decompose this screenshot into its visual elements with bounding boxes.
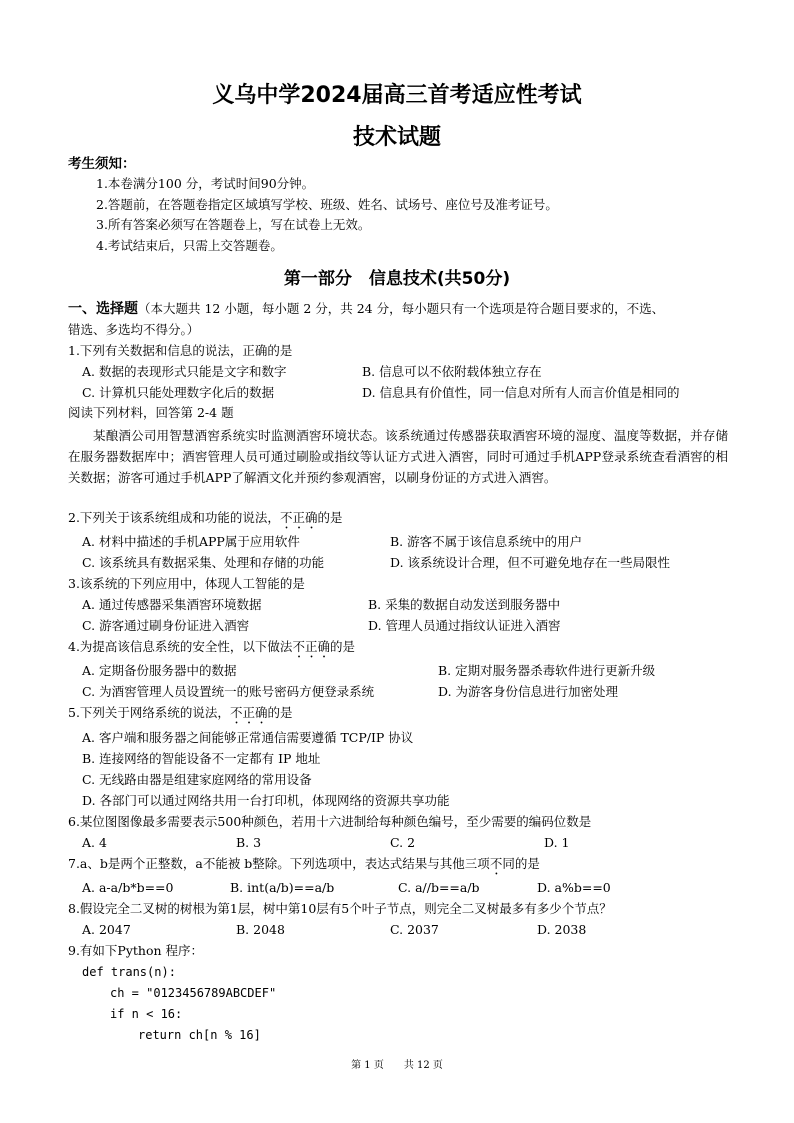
q8-option-a: A. 2047: [82, 922, 131, 937]
q2-stem-pre: 2.下列关于该系统组成和功能的说法，: [68, 510, 280, 525]
page-subtitle: 技术试题: [352, 125, 441, 150]
q4-option-d: D. 为游客身份信息进行加密处理: [438, 684, 619, 699]
q4-option-c: C. 为酒窖管理人员设置统一的账号密码方便登录系统: [82, 684, 375, 699]
q8-option-c: C. 2037: [390, 922, 439, 937]
q2-option-b: B. 游客不属于该信息系统中的用户: [390, 534, 583, 549]
q5-option-d: D. 各部门可以通过网络共用一台打印机，体现网络的资源共享功能: [82, 793, 450, 808]
notice-item: 4.考试结束后，只需上交答题卷。: [96, 238, 283, 253]
q2-option-a: A. 材料中描述的手机APP属于应用软件: [82, 534, 300, 549]
page-title: 义乌中学2024届高三首考适应性考试: [212, 83, 582, 108]
q5-option-b: B. 连接网络的智能设备不一定都有 IP 地址: [82, 751, 321, 766]
section-heading: 一、选择题: [68, 301, 138, 317]
q1-stem: 1.下列有关数据和信息的说法，正确的是: [68, 343, 293, 358]
reading-intro: 阅读下列材料，回答第 2-4 题: [68, 405, 234, 420]
notice-item: 3.所有答案必须写在答题卷上，写在试卷上无效。: [96, 217, 371, 232]
part-heading: 第一部分 信息技术(共50分): [283, 269, 511, 289]
q7-emphasis: 不: [489, 856, 503, 871]
q6-option-a: A. 4: [82, 835, 107, 850]
q5-option-a: A. 客户端和服务器之间能够正常通信需要遵循 TCP/IP 协议: [82, 730, 414, 745]
q6-option-b: B. 3: [236, 835, 262, 850]
q6-option-c: C. 2: [390, 835, 416, 850]
q9-stem: 9.有如下Python 程序：: [68, 943, 204, 958]
code-line: if n < 16:: [110, 1007, 183, 1021]
q4-option-a: A. 定期备份服务器中的数据: [82, 663, 237, 678]
q4-emphasis: 不正确: [292, 639, 330, 654]
q3-option-d: D. 管理人员通过指纹认证进入酒窖: [368, 618, 561, 633]
q7-option-d: D. a%b==0: [537, 880, 611, 895]
q2-option-c: C. 该系统具有数据采集、处理和存储的功能: [82, 555, 325, 570]
notice-item: 2.答题前，在答题卷指定区域填写学校、班级、姓名、试场号、座位号及准考证号。: [96, 197, 558, 212]
q2-stem: [68, 509, 342, 532]
q1-option-b: B. 信息可以不依附载体独立存在: [362, 364, 542, 379]
q4-option-b: B. 定期对服务器杀毒软件进行更新升级: [438, 663, 656, 678]
q3-option-c: C. 游客通过刷身份证进入酒窖: [82, 618, 250, 633]
q2-option-d: D. 该系统设计合理，但不可避免地存在一些局限性: [390, 555, 671, 570]
q1-option-a: A. 数据的表现形式只能是文字和数字: [82, 364, 287, 379]
notice-heading: 考生须知：: [68, 156, 136, 172]
q3-option-b: B. 采集的数据自动发送到服务器中: [368, 597, 561, 612]
q5-stem-pre: 5.下列关于网络系统的说法，: [68, 705, 230, 720]
q4-stem-pre: 4.为提高该信息系统的安全性，以下做法: [68, 639, 293, 654]
q1-option-d: D. 信息具有价值性，同一信息对所有人而言价值是相同的: [362, 385, 680, 400]
q5-emphasis: 不正确: [229, 705, 268, 720]
q7-option-a: A. a-a/b*b==0: [82, 880, 174, 895]
q4-stem: [68, 638, 355, 661]
code-line: return ch[n % 16]: [138, 1028, 261, 1042]
q6-option-d: D. 1: [544, 835, 570, 850]
q7-stem-post: 同的是: [502, 856, 540, 871]
q8-stem: 8.假设完全二叉树的树根为第1层，树中第10层有5个叶子节点，则完全二叉树最多有多少个节点？: [68, 901, 612, 916]
code-line: ch = "0123456789ABCDEF": [110, 986, 277, 1000]
code-line: def trans(n):: [82, 965, 176, 979]
section-desc-cont: 错选、多选均不得分。）: [68, 322, 200, 337]
q2-emphasis: 不正确: [279, 510, 318, 525]
section-desc: （本大题共 12 小题，每小题 2 分，共 24 分，每小题只有一个选项是符合题目要求的，不选、: [138, 301, 665, 316]
notice-item: 1.本卷满分100 分，考试时间90分钟。: [96, 176, 315, 191]
q5-stem: [68, 704, 292, 727]
q3-stem: 3.该系统的下列应用中，体现人工智能的是: [68, 576, 305, 591]
q2-stem-post: 的是: [317, 510, 343, 525]
q6-stem: 6.某位图图像最多需要表示500种颜色，若用十六进制给每种颜色编号，至少需要的编码位数是: [68, 814, 592, 829]
q7-stem: [68, 855, 540, 878]
page-footer: 第 1 页 共 12 页: [351, 1060, 443, 1071]
q7-option-b: B. int(a/b)==a/b: [230, 880, 335, 895]
q8-option-b: B. 2048: [236, 922, 285, 937]
q7-stem-pre: 7.a、b是两个正整数，a不能被 b整除。下列选项中，表达式结果与其他三项: [68, 856, 490, 871]
q4-stem-post: 的是: [329, 639, 355, 654]
q5-stem-post: 的是: [267, 705, 293, 720]
q7-option-c: C. a//b==a/b: [398, 880, 480, 895]
q3-option-a: A. 通过传感器采集酒窖环境数据: [82, 597, 262, 612]
section-intro: [68, 300, 664, 318]
q1-option-c: C. 计算机只能处理数字化后的数据: [82, 385, 275, 400]
reading-text: 某酿酒公司用智慧酒窖系统实时监测酒窖环境状态。该系统通过传感器获取酒窖环境的湿度、温度等数据，并存储在服务器数据库中；酒窖管理人员可通过刷脸或指纹等认证方式进入酒窖，同时可通过手机APP登录系统查看酒窖的相关数据；游客可通过手机APP了解酒文化并预约参观酒窖，以刷身份证的方式进入酒窖。: [68, 428, 728, 485]
q8-option-d: D. 2038: [537, 922, 587, 937]
q5-option-c: C. 无线路由器是组建家庭网络的常用设备: [82, 772, 312, 787]
